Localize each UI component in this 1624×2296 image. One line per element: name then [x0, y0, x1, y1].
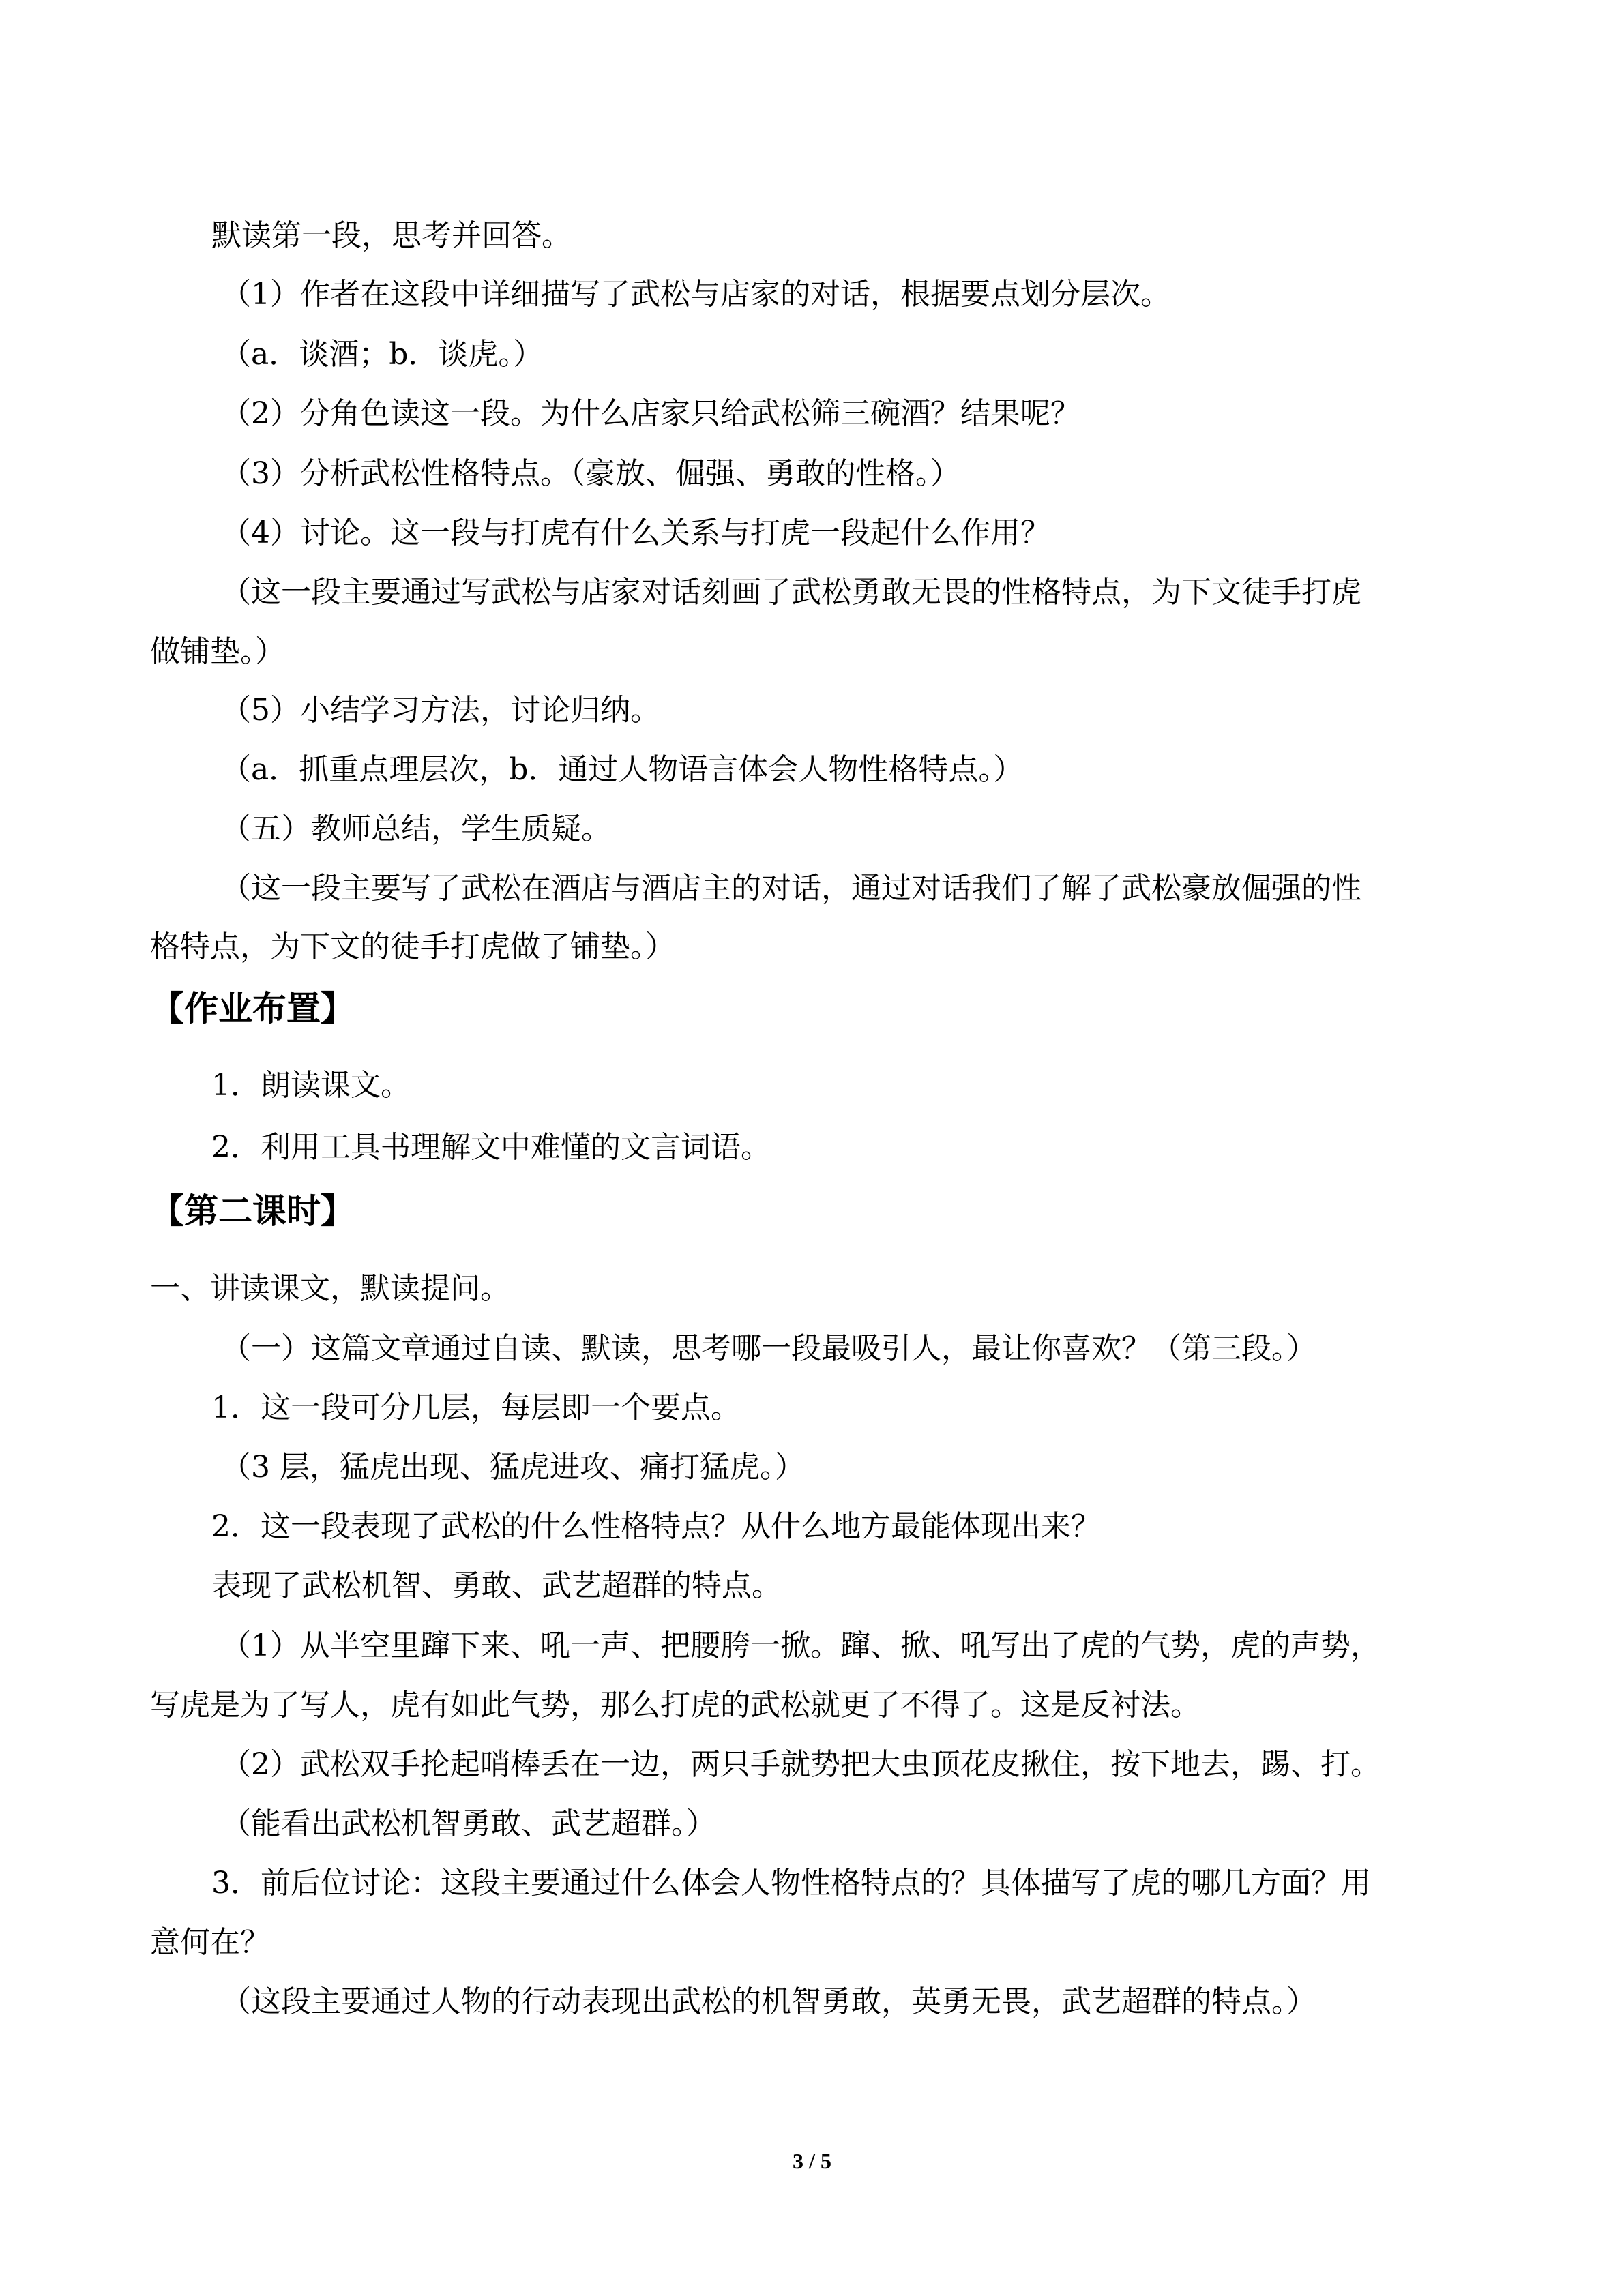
text-line: 表现了武松机智、勇敢、武艺超群的特点。: [211, 1568, 782, 1603]
text-line: （4）讨论。这一段与打虎有什么关系与打虎一段起什么作用？: [221, 516, 1050, 550]
text-line: （能看出武松机智勇敢、武艺超群。）: [221, 1806, 716, 1841]
text-line: 2．这一段表现了武松的什么性格特点？从什么地方最能体现出来？: [211, 1509, 1101, 1544]
text-line: 意何在？: [150, 1925, 270, 1960]
text-line: （3）分析武松性格特点。（豪放、倔强、勇敢的性格。）: [221, 456, 960, 491]
text-line: 1．朗读课文。: [211, 1068, 411, 1103]
text-line: （5）小结学习方法，讨论归纳。: [221, 693, 660, 728]
text-line: （a．抓重点理层次，b．通过人物语言体会人物性格特点。）: [221, 752, 1024, 787]
text-line: 1．这一段可分几层，每层即一个要点。: [211, 1390, 741, 1425]
text-line: 做铺垫。）: [150, 634, 285, 669]
text-line: 默读第一段，思考并回答。: [211, 218, 572, 253]
text-line: （五）教师总结，学生质疑。: [221, 811, 611, 846]
text-line: （a．谈酒；b．谈虎。）: [221, 337, 544, 372]
text-line: 写虎是为了写人，虎有如此气势，那么打虎的武松就更了不得了。这是反衬法。: [150, 1688, 1200, 1723]
section-heading-homework: 【作业布置】: [150, 989, 355, 1028]
text-line: （一）这篇文章通过自读、默读，思考哪一段最吸引人，最让你喜欢？（第三段。）: [221, 1331, 1316, 1366]
text-line: （1）从半空里蹿下来、吼一声、把腰胯一掀。蹿、掀、吼写出了虎的气势，虎的声势，: [221, 1628, 1381, 1663]
text-line: （2）分角色读这一段。为什么店家只给武松筛三碗酒？结果呢？: [221, 396, 1080, 431]
page-number: 3 / 5: [793, 2149, 831, 2173]
text-line: 3．前后位讨论：这段主要通过什么体会人物性格特点的？具体描写了虎的哪几方面？用: [211, 1866, 1371, 1900]
text-line: （1）作者在这段中详细描写了武松与店家的对话，根据要点划分层次。: [221, 277, 1170, 312]
section-heading-second-lesson: 【第二课时】: [150, 1191, 355, 1231]
text-line: （2）武松双手抡起哨棒丢在一边，两只手就势把大虫顶花皮揪住，按下地去，踢、打。: [221, 1747, 1381, 1782]
text-line: 2．利用工具书理解文中难懂的文言词语。: [211, 1130, 771, 1165]
text-line: 格特点，为下文的徒手打虎做了铺垫。）: [150, 929, 675, 964]
text-line: （这一段主要通过写武松与店家对话刻画了武松勇敢无畏的性格特点，为下文徒手打虎: [221, 575, 1361, 610]
text-line: 一、讲读课文，默读提问。: [150, 1271, 510, 1306]
text-line: （3 层，猛虎出现、猛虎进攻、痛打猛虎。）: [221, 1450, 805, 1485]
text-line: （这一段主要写了武松在酒店与酒店主的对话，通过对话我们了解了武松豪放倔强的性: [221, 871, 1361, 906]
text-line: （这段主要通过人物的行动表现出武松的机智勇敢，英勇无畏，武艺超群的特点。）: [221, 1984, 1316, 2019]
